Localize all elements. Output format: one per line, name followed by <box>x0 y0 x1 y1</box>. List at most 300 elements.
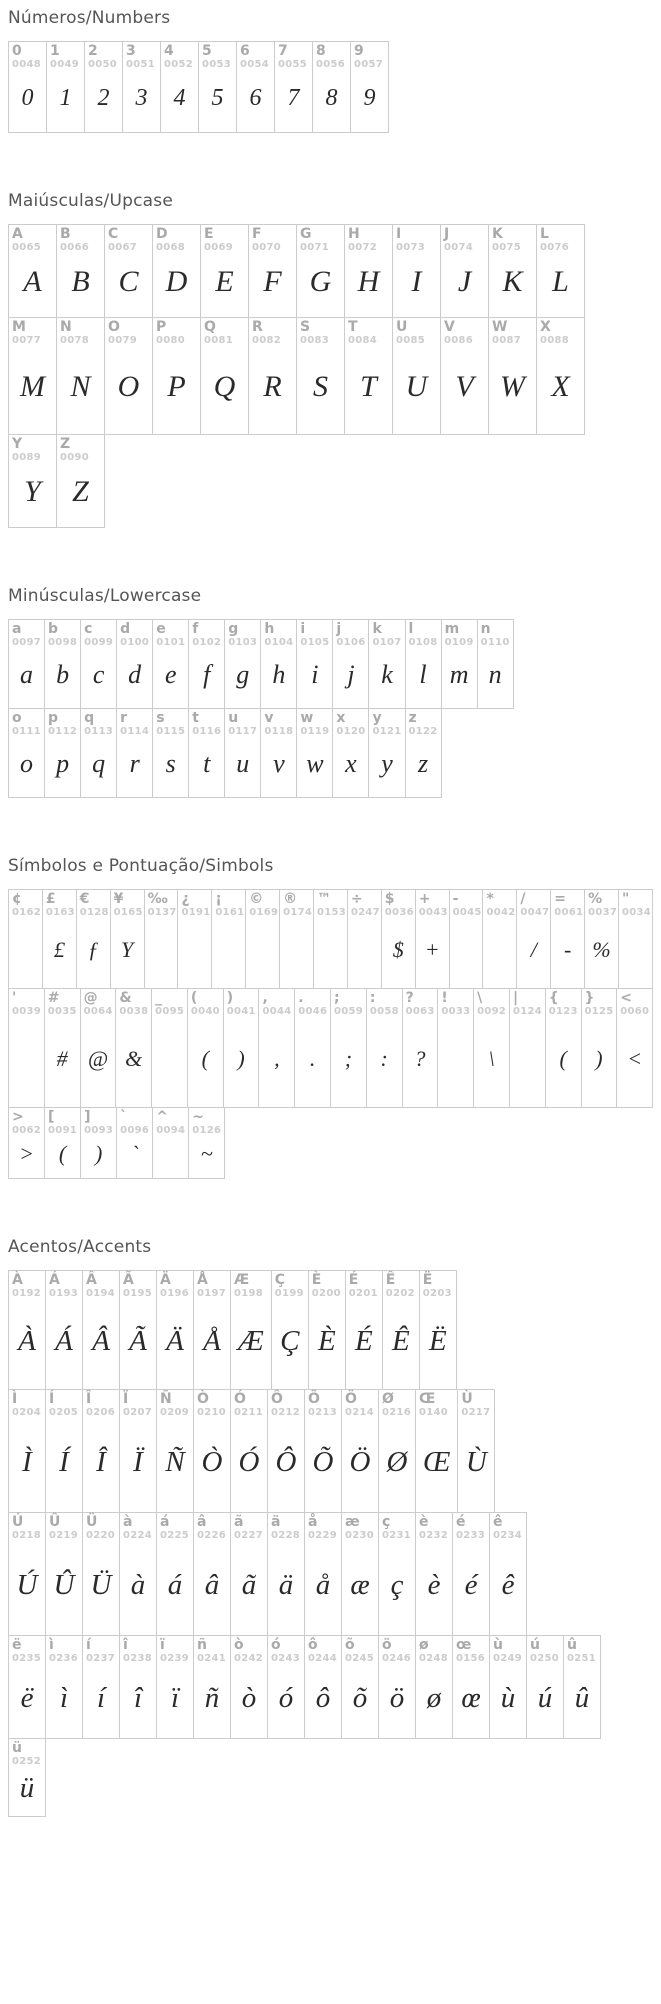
char-code: 0052 <box>164 59 194 70</box>
char-label: V <box>444 319 455 335</box>
char-label: 5 <box>202 43 212 59</box>
char-cell <box>116 1107 153 1179</box>
char-glyph <box>148 919 175 985</box>
char-cell <box>415 1512 453 1636</box>
char-code: 0252 <box>12 1756 42 1767</box>
char-code: 0071 <box>300 242 330 253</box>
char-label: Ö <box>345 1391 357 1407</box>
char-label: s <box>156 710 165 726</box>
char-glyph <box>453 919 480 985</box>
char-glyph: Ó <box>238 1445 260 1478</box>
char-cell <box>193 1512 231 1636</box>
char-glyph: Í <box>59 1445 69 1478</box>
char-code: 0053 <box>202 59 232 70</box>
char-code: 0125 <box>584 1006 614 1017</box>
section-title-accents: Acentos/Accents <box>8 1237 152 1257</box>
char-cell <box>402 988 439 1108</box>
char-code: 0202 <box>385 1288 415 1299</box>
char-cell <box>230 1389 268 1513</box>
char-glyph: T <box>360 370 377 403</box>
char-glyph: f <box>203 660 211 689</box>
char-label: 3 <box>126 43 136 59</box>
char-glyph: ( <box>559 1046 567 1071</box>
char-label: Ä <box>160 1272 171 1288</box>
char-code: 0239 <box>160 1653 190 1664</box>
char-cell <box>616 988 653 1108</box>
char-glyph: d <box>128 660 142 689</box>
char-code: 0246 <box>382 1653 412 1664</box>
char-glyph: r <box>129 749 140 778</box>
char-cell <box>224 708 261 798</box>
char-code: 0063 <box>405 1006 435 1017</box>
char-glyph: 2 <box>97 84 110 111</box>
char-code: 0102 <box>192 637 222 648</box>
char-label: & <box>119 990 132 1006</box>
char-label: ¢ <box>12 891 22 907</box>
char-cell <box>80 1107 117 1179</box>
char-code: 0115 <box>156 726 186 737</box>
char-label: Å <box>197 1272 208 1288</box>
char-label: L <box>540 226 549 242</box>
char-cell <box>267 1389 305 1513</box>
char-label: y <box>372 710 382 726</box>
char-glyph: X <box>551 370 570 403</box>
char-label: é <box>456 1514 466 1530</box>
char-cell <box>8 889 43 989</box>
char-code: 0220 <box>86 1530 116 1541</box>
char-glyph: + <box>424 937 440 962</box>
char-cell <box>211 889 246 989</box>
char-cell <box>452 1512 490 1636</box>
char-glyph <box>156 1137 185 1175</box>
char-code: 0042 <box>486 907 516 918</box>
char-label: 8 <box>316 43 326 59</box>
char-cell <box>56 224 105 318</box>
char-label: { <box>548 990 559 1006</box>
char-code: 0225 <box>160 1530 190 1541</box>
char-cell <box>156 1512 194 1636</box>
char-cell <box>56 434 105 528</box>
char-cell <box>344 317 393 435</box>
char-cell <box>545 988 582 1108</box>
char-cell <box>378 1512 416 1636</box>
char-cell <box>378 1635 416 1739</box>
char-label: À <box>12 1272 23 1288</box>
char-code: 0238 <box>123 1653 153 1664</box>
char-label: Û <box>49 1514 61 1530</box>
char-label: û <box>567 1637 577 1653</box>
char-cell <box>46 41 85 133</box>
char-label: _ <box>155 990 163 1006</box>
char-code: 0086 <box>444 335 474 346</box>
char-row <box>8 708 653 798</box>
char-code: 0105 <box>300 637 330 648</box>
char-code: 0080 <box>156 335 186 346</box>
char-cell <box>188 619 225 709</box>
char-glyph: ù <box>500 1681 516 1714</box>
char-code: 0209 <box>160 1407 190 1418</box>
char-cell <box>82 1512 120 1636</box>
char-label: Ì <box>12 1391 18 1407</box>
char-label: D <box>156 226 168 242</box>
char-code: 0242 <box>234 1653 264 1664</box>
char-glyph: Î <box>96 1445 106 1478</box>
char-code: 0069 <box>204 242 234 253</box>
char-cell <box>177 889 212 989</box>
char-code: 0203 <box>422 1288 452 1299</box>
section-upcase <box>8 191 653 528</box>
char-glyph: m <box>449 660 469 689</box>
char-glyph: 7 <box>287 84 300 111</box>
char-label: , <box>262 990 268 1006</box>
char-code: 0241 <box>197 1653 227 1664</box>
char-glyph: Y <box>120 937 134 962</box>
char-row <box>8 1107 653 1179</box>
char-label: ó <box>271 1637 281 1653</box>
char-label: @ <box>83 990 98 1006</box>
char-label: € <box>79 891 90 907</box>
char-code: 0162 <box>12 907 42 918</box>
char-code: 0035 <box>47 1006 77 1017</box>
char-glyph: ì <box>59 1681 69 1714</box>
char-cell <box>341 1389 379 1513</box>
char-cell <box>526 1635 564 1739</box>
char-code: 0116 <box>192 726 222 737</box>
char-glyph: < <box>627 1046 643 1071</box>
char-cell <box>536 224 585 318</box>
char-code: 0083 <box>300 335 330 346</box>
char-cell <box>440 224 489 318</box>
char-label: n <box>480 621 491 637</box>
char-code: 0040 <box>190 1006 220 1017</box>
char-cell <box>581 988 618 1108</box>
char-glyph <box>12 1018 41 1104</box>
char-glyph: k <box>381 660 393 689</box>
char-label: Ë <box>422 1272 433 1288</box>
char-code: 0087 <box>492 335 522 346</box>
char-label: ‰ <box>147 891 168 907</box>
char-glyph: - <box>564 937 572 962</box>
char-label: Æ <box>234 1272 250 1288</box>
char-label: ô <box>308 1637 318 1653</box>
char-label: S <box>300 319 311 335</box>
char-cell <box>441 619 478 709</box>
char-cell <box>296 224 345 318</box>
char-code: 0044 <box>262 1006 292 1017</box>
char-code: 0233 <box>456 1530 486 1541</box>
char-glyph: W <box>500 370 525 403</box>
char-glyph: , <box>274 1046 280 1071</box>
char-code: 0094 <box>156 1125 186 1136</box>
char-glyph: ê <box>501 1568 515 1601</box>
char-cell <box>156 1635 194 1739</box>
char-cell <box>8 224 57 318</box>
char-cell <box>489 1512 527 1636</box>
char-cell <box>84 41 123 133</box>
char-cell <box>230 1635 268 1739</box>
char-cell <box>415 889 450 989</box>
char-code: 0070 <box>252 242 282 253</box>
char-glyph: Ê <box>391 1324 410 1357</box>
char-glyph: t <box>203 749 211 778</box>
char-cell <box>437 988 474 1108</box>
char-code: 0227 <box>234 1530 264 1541</box>
char-glyph: e <box>164 660 177 689</box>
char-glyph: y <box>381 749 393 778</box>
char-cell <box>56 317 105 435</box>
char-glyph: Û <box>53 1568 75 1601</box>
char-code: 0099 <box>84 637 114 648</box>
section-title-upcase: Maiúsculas/Upcase <box>8 191 173 211</box>
char-label: ø <box>419 1637 429 1653</box>
char-cell <box>119 1635 157 1739</box>
char-code: 0056 <box>316 59 346 70</box>
char-glyph: ` <box>131 1141 139 1166</box>
char-label: C <box>108 226 119 242</box>
char-cell <box>45 1635 83 1739</box>
char-label: Ê <box>385 1272 396 1288</box>
char-cell <box>198 41 237 133</box>
char-label: } <box>584 990 595 1006</box>
char-label: u <box>228 710 239 726</box>
char-code: 0229 <box>308 1530 338 1541</box>
char-code: 0065 <box>12 242 42 253</box>
char-code: 0064 <box>83 1006 113 1017</box>
char-label: Î <box>86 1391 92 1407</box>
char-glyph: x <box>345 749 357 778</box>
char-cell <box>618 889 653 989</box>
char-label: Ò <box>197 1391 209 1407</box>
char-code: 0126 <box>192 1125 222 1136</box>
char-code: 0088 <box>540 335 570 346</box>
char-cell <box>8 1512 46 1636</box>
char-label: x <box>336 710 346 726</box>
char-label: I <box>396 226 402 242</box>
char-code: 0232 <box>419 1530 449 1541</box>
char-code: 0037 <box>588 907 618 918</box>
char-glyph: R <box>263 370 282 403</box>
char-row <box>8 317 653 435</box>
char-code: 0206 <box>86 1407 116 1418</box>
char-cell <box>332 708 369 798</box>
char-label: õ <box>345 1637 355 1653</box>
char-code: 0041 <box>226 1006 256 1017</box>
char-cell <box>187 988 224 1108</box>
char-label: ) <box>226 990 234 1006</box>
char-code: 0097 <box>12 637 42 648</box>
char-label: ä <box>271 1514 281 1530</box>
char-cell <box>193 1270 231 1390</box>
char-cell <box>193 1635 231 1739</box>
char-label: ñ <box>197 1637 207 1653</box>
char-code: 0211 <box>234 1407 264 1418</box>
char-code: 0228 <box>271 1530 301 1541</box>
char-cell <box>151 988 188 1108</box>
char-label: h <box>264 621 275 637</box>
char-label: J <box>444 226 450 242</box>
char-glyph: K <box>502 265 523 298</box>
char-row <box>8 434 653 528</box>
char-glyph: & <box>125 1046 143 1071</box>
char-label: ö <box>382 1637 392 1653</box>
char-cell <box>392 317 441 435</box>
char-code: 0191 <box>181 907 211 918</box>
char-label: ™ <box>317 891 332 907</box>
char-code: 0156 <box>456 1653 486 1664</box>
char-row <box>8 1738 653 1817</box>
char-glyph: À <box>18 1324 36 1357</box>
char-code: 0098 <box>48 637 78 648</box>
char-glyph: ( <box>58 1141 67 1166</box>
char-label: 4 <box>164 43 174 59</box>
char-glyph: õ <box>352 1681 368 1714</box>
char-cell <box>271 1270 309 1390</box>
char-glyph <box>622 919 649 985</box>
char-code: 0195 <box>123 1288 153 1299</box>
char-label: b <box>48 621 59 637</box>
char-cell <box>156 1270 194 1390</box>
char-code: 0068 <box>156 242 186 253</box>
char-cell <box>82 1389 120 1513</box>
char-label: ç <box>382 1514 391 1530</box>
char-row <box>8 889 653 989</box>
char-cell <box>248 317 297 435</box>
char-label: l <box>408 621 414 637</box>
char-label: + <box>418 891 431 907</box>
char-code: 0043 <box>418 907 448 918</box>
char-glyph: ó <box>278 1681 294 1714</box>
char-code: 0051 <box>126 59 156 70</box>
char-code: 0192 <box>12 1288 42 1299</box>
char-glyph: b <box>56 660 70 689</box>
char-cell <box>294 988 331 1108</box>
char-cell <box>382 1270 420 1390</box>
char-glyph: Ù <box>465 1445 487 1478</box>
section-accents <box>8 1237 653 1817</box>
char-code: 0085 <box>396 335 426 346</box>
char-label: å <box>308 1514 318 1530</box>
char-glyph: ë <box>20 1681 34 1714</box>
char-cell <box>82 1635 120 1739</box>
char-label: Ï <box>123 1391 129 1407</box>
char-glyph: å <box>315 1568 331 1601</box>
char-code: 0113 <box>84 726 114 737</box>
char-label: 1 <box>50 43 60 59</box>
char-glyph <box>12 919 39 985</box>
char-glyph: í <box>96 1681 106 1714</box>
char-cell <box>80 619 117 709</box>
char-cell <box>45 1512 83 1636</box>
char-glyph: 8 <box>325 84 338 111</box>
char-label: â <box>197 1514 207 1530</box>
char-glyph <box>513 1018 542 1104</box>
char-label: j <box>336 621 342 637</box>
char-glyph: / <box>530 937 537 962</box>
char-code: 0194 <box>86 1288 116 1299</box>
char-code: 0107 <box>372 637 402 648</box>
char-cell <box>274 41 313 133</box>
char-label: z <box>408 710 417 726</box>
char-glyph: # <box>56 1046 68 1071</box>
char-label: $ <box>384 891 395 907</box>
char-code: 0244 <box>308 1653 338 1664</box>
char-cell <box>76 889 111 989</box>
char-label: ã <box>234 1514 244 1530</box>
char-cell <box>200 224 249 318</box>
char-glyph: Q <box>213 370 236 403</box>
char-code: 0198 <box>234 1288 264 1299</box>
char-label: à <box>123 1514 133 1530</box>
char-glyph: P <box>167 370 186 403</box>
char-code: 0110 <box>480 637 510 648</box>
char-cell <box>509 988 546 1108</box>
char-code: 0090 <box>60 452 90 463</box>
char-label: t <box>192 710 199 726</box>
char-code: 0059 <box>334 1006 364 1017</box>
section-lowercase <box>8 586 653 798</box>
char-glyph: â <box>204 1568 220 1601</box>
char-row <box>8 224 653 318</box>
char-cell <box>104 224 153 318</box>
char-glyph: E <box>215 265 234 298</box>
char-label: T <box>348 319 358 335</box>
char-cell <box>8 1738 46 1817</box>
char-glyph: ? <box>414 1046 426 1071</box>
char-label: p <box>48 710 59 726</box>
char-code: 0123 <box>548 1006 578 1017</box>
char-cell <box>44 988 81 1108</box>
char-glyph: Ñ <box>165 1445 185 1478</box>
char-glyph: ò <box>241 1681 257 1714</box>
char-code: 0118 <box>264 726 294 737</box>
char-label: F <box>252 226 262 242</box>
char-label: ( <box>190 990 198 1006</box>
char-glyph <box>181 919 208 985</box>
char-label: " <box>622 891 630 907</box>
char-code: 0122 <box>408 726 438 737</box>
char-cell <box>304 1512 342 1636</box>
char-glyph: ) <box>237 1046 245 1071</box>
char-label: G <box>300 226 312 242</box>
char-code: 0104 <box>264 637 294 648</box>
char-glyph: z <box>417 749 429 778</box>
char-label: 6 <box>240 43 250 59</box>
char-code: 0050 <box>88 59 118 70</box>
char-glyph: ô <box>315 1681 331 1714</box>
char-glyph: M <box>20 370 45 403</box>
char-code: 0089 <box>12 452 42 463</box>
char-glyph <box>351 919 378 985</box>
char-code: 0093 <box>84 1125 114 1136</box>
char-cell <box>8 1107 45 1179</box>
char-code: 0231 <box>382 1530 412 1541</box>
char-cell <box>80 988 117 1108</box>
char-cell <box>8 708 45 798</box>
char-code: 0112 <box>48 726 78 737</box>
char-code: 0092 <box>477 1006 507 1017</box>
char-cell <box>296 317 345 435</box>
char-label: [ <box>48 1109 55 1125</box>
char-label: K <box>492 226 503 242</box>
char-cell <box>536 317 585 435</box>
char-code: 0036 <box>384 907 414 918</box>
char-glyph: n <box>488 660 502 689</box>
char-code: 0103 <box>228 637 258 648</box>
char-cell <box>267 1512 305 1636</box>
char-label: ë <box>12 1637 22 1653</box>
char-glyph: % <box>592 937 611 962</box>
char-code: 0073 <box>396 242 426 253</box>
